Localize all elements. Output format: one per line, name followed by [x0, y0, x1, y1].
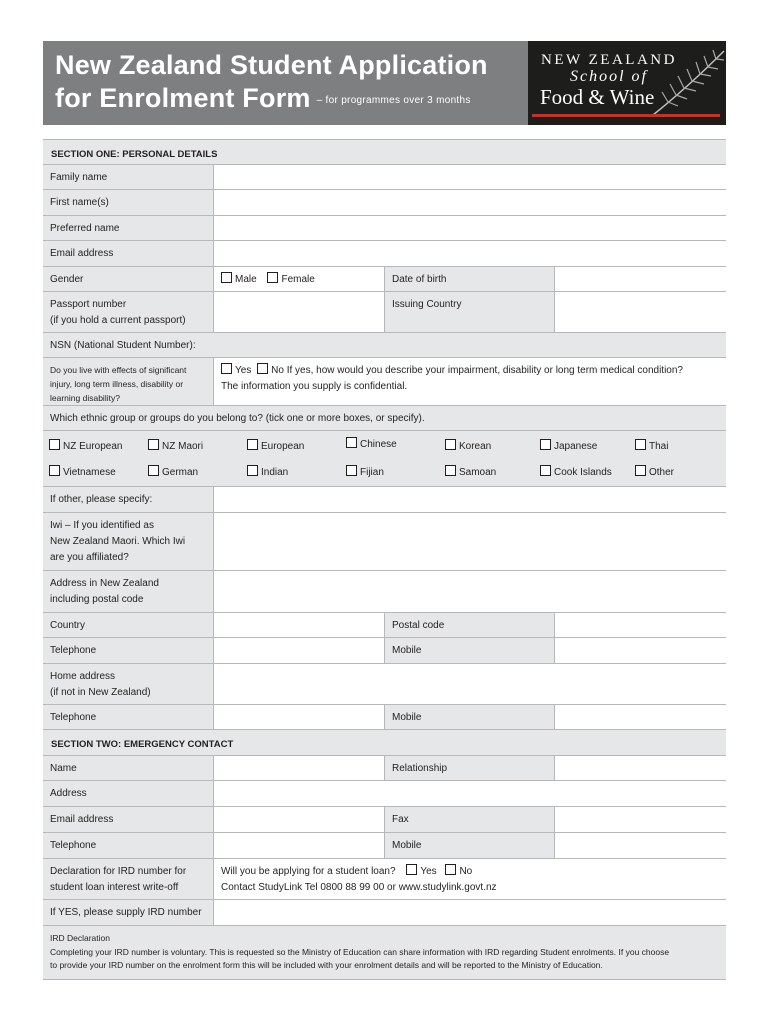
iwi-label-line2: New Zealand Maori. Which Iwi — [50, 536, 186, 547]
ird-declaration-line2: to provide your IRD number on the enrolment form this will be included with your enrolment details and will be reported to the Ministry of Education. — [50, 960, 603, 970]
ethnic-option-label: Chinese — [360, 439, 397, 450]
row-telephone — [43, 638, 726, 664]
ethnic-option[interactable] — [247, 439, 304, 452]
row-iwi — [43, 513, 726, 571]
passport-label-line2: (if you hold a current passport) — [50, 315, 186, 326]
iwi-field[interactable] — [214, 513, 726, 570]
disability-yes-label: Yes — [235, 365, 252, 376]
other-specify-label: If other, please specify: — [43, 487, 214, 512]
ethnic-option-label: German — [162, 467, 199, 478]
mobile-field[interactable] — [555, 638, 726, 663]
iwi-label-line3: are you affiliated? — [50, 552, 129, 563]
checkbox-icon — [148, 465, 159, 476]
row-ird-declaration — [43, 859, 726, 900]
ethnic-option-label: NZ European — [63, 441, 123, 452]
row-contact-email — [43, 807, 726, 833]
checkbox-icon — [49, 465, 60, 476]
gender-options — [214, 267, 385, 291]
ird-number-field[interactable] — [214, 900, 726, 925]
contact-name-field[interactable] — [214, 756, 385, 780]
ird-declaration-line1: Completing your IRD number is voluntary. This is requested so the Ministry of Education can share information with IRD regarding Student enrolments. If you choose — [50, 947, 670, 957]
ethnic-option-label: Korean — [459, 441, 492, 452]
section-one-header — [43, 139, 726, 165]
checkbox-icon — [148, 439, 159, 450]
row-other-specify — [43, 487, 726, 513]
logo-text-new-zealand: NEW ZEALAND — [541, 52, 677, 68]
disability-yes-checkbox[interactable] — [221, 363, 232, 374]
section-two-title: SECTION TWO: EMERGENCY CONTACT — [43, 730, 726, 755]
country-label: Country — [43, 613, 214, 637]
relationship-label: Relationship — [385, 756, 555, 780]
disability-label — [43, 358, 214, 405]
dob-label: Date of birth — [385, 267, 555, 291]
row-ethnic-question — [43, 406, 726, 431]
gender-label: Gender — [43, 267, 214, 291]
ethnic-option[interactable] — [346, 465, 384, 478]
preferred-name-field[interactable] — [214, 216, 726, 240]
ethnic-option[interactable] — [148, 465, 198, 478]
row-home-telephone — [43, 705, 726, 730]
row-gender — [43, 267, 726, 292]
checkbox-icon — [247, 439, 258, 450]
contact-telephone-label: Telephone — [43, 833, 214, 858]
ethnic-option[interactable] — [247, 465, 288, 478]
contact-email-label: Email address — [43, 807, 214, 832]
studylink-contact: Contact StudyLink Tel 0800 88 99 00 or www.studylink.govt.nz — [221, 882, 497, 893]
checkbox-icon — [346, 465, 357, 476]
preferred-name-label: Preferred name — [43, 216, 214, 240]
contact-name-label: Name — [43, 756, 214, 780]
checkbox-icon — [635, 439, 646, 450]
fax-field[interactable] — [555, 807, 726, 832]
ird-label-line1: Declaration for IRD number for — [50, 866, 187, 877]
row-ird-number — [43, 900, 726, 926]
ethnic-option[interactable] — [540, 439, 597, 452]
loan-yes-checkbox[interactable] — [406, 864, 417, 875]
ethnic-option-label: Other — [649, 467, 675, 478]
nz-address-label — [43, 571, 214, 612]
fax-label: Fax — [385, 807, 555, 832]
disability-no-checkbox[interactable] — [257, 363, 268, 374]
ethnic-option[interactable] — [148, 439, 203, 452]
passport-field[interactable] — [214, 292, 385, 332]
ird-declaration — [43, 926, 726, 979]
form-header — [43, 41, 726, 125]
student-loan-question — [214, 859, 726, 899]
row-home-address — [43, 664, 726, 705]
ethnic-options — [43, 431, 726, 487]
checkbox-icon — [540, 439, 551, 450]
row-contact-address — [43, 781, 726, 807]
family-name-label: Family name — [43, 165, 214, 189]
checkbox-icon — [445, 465, 456, 476]
ethnic-option-label: Japanese — [554, 441, 598, 452]
postal-code-field[interactable] — [555, 613, 726, 637]
male-checkbox[interactable] — [221, 272, 232, 283]
other-specify-field[interactable] — [214, 487, 726, 512]
male-label: Male — [235, 274, 257, 285]
form-subtitle: – for programmes over 3 months — [316, 95, 471, 106]
iwi-label — [43, 513, 214, 570]
title-line-2: for Enrolment Form — [55, 83, 311, 113]
contact-telephone-field[interactable] — [214, 833, 385, 858]
ethnic-option-label: Fijian — [360, 467, 384, 478]
ethnic-option[interactable] — [445, 465, 496, 478]
ethnic-option[interactable] — [49, 465, 116, 478]
ethnic-option-label: European — [261, 441, 305, 452]
checkbox-icon — [49, 439, 60, 450]
ethnic-option-label: Vietnamese — [63, 467, 116, 478]
home-mobile-field[interactable] — [555, 705, 726, 729]
row-email — [43, 241, 726, 267]
relationship-field[interactable] — [555, 756, 726, 780]
ethnic-option[interactable] — [635, 465, 674, 478]
row-nz-address — [43, 571, 726, 613]
section-two-header — [43, 730, 726, 756]
row-contact-name — [43, 756, 726, 781]
row-disability — [43, 358, 726, 406]
loan-question-text: Will you be applying for a student loan? — [221, 866, 396, 877]
nz-address-field[interactable] — [214, 571, 726, 612]
form-title — [55, 49, 488, 117]
ethnic-option-label: Cook Islands — [554, 467, 612, 478]
contact-address-label: Address — [43, 781, 214, 806]
ethnic-option[interactable] — [635, 439, 668, 452]
nz-address-label-line2: including postal code — [50, 594, 144, 605]
ird-declaration-heading: IRD Declaration — [50, 933, 110, 943]
nsn-label: NSN (National Student Number): — [43, 333, 726, 357]
loan-no-label: No — [459, 866, 473, 877]
issuing-country-label: Issuing Country — [385, 292, 555, 332]
section-one-title: SECTION ONE: PERSONAL DETAILS — [43, 140, 726, 164]
row-country — [43, 613, 726, 638]
disability-label-line3: learning disability? — [50, 393, 120, 403]
contact-email-field[interactable] — [214, 807, 385, 832]
female-checkbox[interactable] — [267, 272, 278, 283]
disability-confidential-note: The information you supply is confidential. — [221, 381, 408, 392]
ethnic-question: Which ethnic group or groups do you belong to? (tick one or more boxes, or specify). — [43, 406, 726, 430]
title-line-1: New Zealand Student Application — [55, 50, 488, 80]
ethnic-option[interactable] — [346, 437, 397, 450]
row-passport — [43, 292, 726, 333]
checkbox-icon — [445, 439, 456, 450]
telephone-field[interactable] — [214, 638, 385, 663]
ethnic-option-label: Indian — [261, 467, 289, 478]
checkbox-icon — [635, 465, 646, 476]
checkbox-icon — [346, 437, 357, 448]
row-first-names — [43, 190, 726, 216]
dob-field[interactable] — [555, 267, 726, 291]
ethnic-option-label: Samoan — [459, 467, 497, 478]
row-nsn — [43, 333, 726, 358]
logo-text-food-wine: Food & Wine — [540, 85, 655, 109]
ethnic-option[interactable] — [49, 439, 122, 452]
contact-address-field[interactable] — [214, 781, 726, 806]
nz-address-label-line1: Address in New Zealand — [50, 578, 159, 589]
telephone-label: Telephone — [43, 638, 214, 663]
loan-yes-label: Yes — [420, 866, 437, 877]
row-family-name — [43, 165, 726, 190]
email-field[interactable] — [214, 241, 726, 266]
ethnic-option[interactable] — [540, 465, 612, 478]
checkbox-icon — [247, 465, 258, 476]
home-address-label — [43, 664, 214, 704]
disability-answer — [214, 358, 726, 405]
ethnic-option-label: Thai — [649, 441, 669, 452]
loan-no-checkbox[interactable] — [445, 864, 456, 875]
disability-label-line1: Do you live with effects of significant — [50, 365, 187, 375]
ird-number-label: If YES, please supply IRD number — [43, 900, 214, 925]
first-names-field[interactable] — [214, 190, 726, 215]
ird-declaration-block — [43, 926, 726, 980]
disability-label-line2: injury, long term illness, disability or — [50, 379, 184, 389]
row-preferred-name — [43, 216, 726, 241]
first-names-label: First name(s) — [43, 190, 214, 215]
mobile-label: Mobile — [385, 638, 555, 663]
passport-label-line1: Passport number — [50, 299, 127, 310]
checkbox-icon — [540, 465, 551, 476]
ird-label-line2: student loan interest write-off — [50, 882, 179, 893]
home-address-label-line2: (if not in New Zealand) — [50, 687, 151, 698]
application-form — [43, 139, 726, 980]
family-name-field[interactable] — [214, 165, 726, 189]
home-address-label-line1: Home address — [50, 671, 116, 682]
disability-no-label: No — [271, 365, 284, 376]
email-label: Email address — [43, 241, 214, 266]
ethnic-option-label: NZ Maori — [162, 441, 204, 452]
home-address-field[interactable] — [214, 664, 726, 704]
ird-label — [43, 859, 214, 899]
school-logo — [528, 41, 726, 125]
issuing-country-field[interactable] — [555, 292, 726, 332]
country-field[interactable] — [214, 613, 385, 637]
home-mobile-label: Mobile — [385, 705, 555, 729]
home-telephone-field[interactable] — [214, 705, 385, 729]
passport-label — [43, 292, 214, 332]
ethnic-option[interactable] — [445, 439, 491, 452]
contact-mobile-label: Mobile — [385, 833, 555, 858]
logo-red-bar — [532, 114, 720, 117]
row-contact-telephone — [43, 833, 726, 859]
contact-mobile-field[interactable] — [555, 833, 726, 858]
logo-text-school-of: School of — [570, 68, 648, 85]
female-label: Female — [281, 274, 315, 285]
iwi-label-line1: Iwi – If you identified as — [50, 520, 154, 531]
disability-question: If yes, how would you describe your impairment, disability or long term medical condition? — [286, 365, 683, 376]
postal-code-label: Postal code — [385, 613, 555, 637]
home-telephone-label: Telephone — [43, 705, 214, 729]
